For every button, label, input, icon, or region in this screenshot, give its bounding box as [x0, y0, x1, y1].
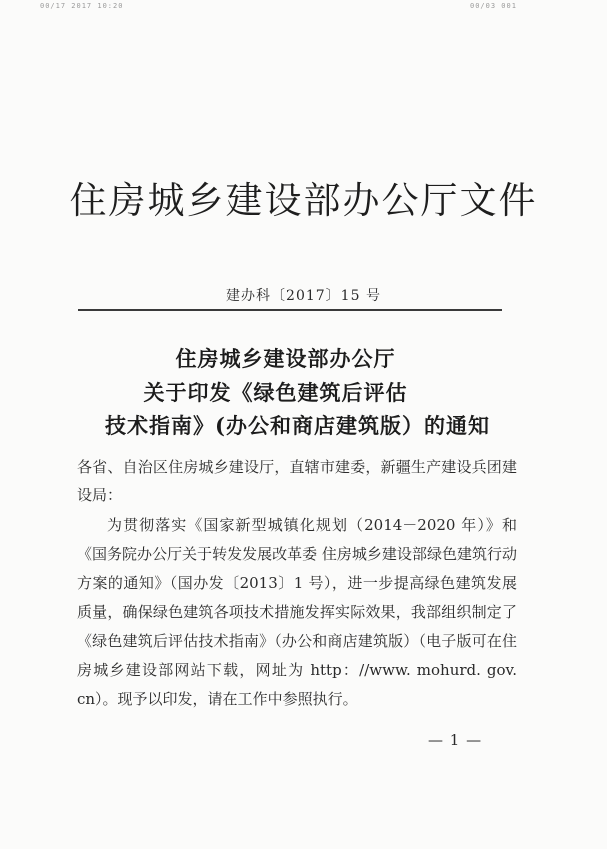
notice-heading-line-3: 技术指南》(办公和商店建筑版）的通知	[105, 413, 490, 438]
document-number: 建办科〔2017〕15 号	[226, 288, 381, 304]
addressee-paragraph: 各省、自治区住房城乡建设厅，直辖市建委，新疆生产建设兵团建设局：	[77, 458, 517, 504]
document-title: 住房城乡建设部办公厅文件	[69, 179, 538, 222]
body-paragraph: 为贯彻落实《国家新型城镇化规划（2014－2020 年）》和《国务院办公厅关于转发发展改革委 住房城乡建设部绿色建筑行动方案的通知》（国办发〔2013〕1 号），进一步提高绿色建筑发展质量，确保绿色建筑各项技术措施发挥实际效果，我部组织制定了《绿色建筑后评估技术指南》（办公和商店建筑版）（电子版可在住房城乡建设部网站下载，网址为 http：//www. mohurd. gov. cn）。现予以印发，请在工作中参照执行。	[77, 516, 517, 708]
scan-header-left: 00/17 2017 10:20	[40, 2, 124, 10]
header-divider	[78, 309, 502, 311]
notice-heading-line-2: 关于印发《绿色建筑后评估	[143, 380, 408, 405]
notice-heading-line-1: 住房城乡建设部办公厅	[175, 346, 396, 371]
scan-header-right: 00/03 001	[470, 2, 517, 10]
page-number: — 1 —	[428, 731, 483, 749]
